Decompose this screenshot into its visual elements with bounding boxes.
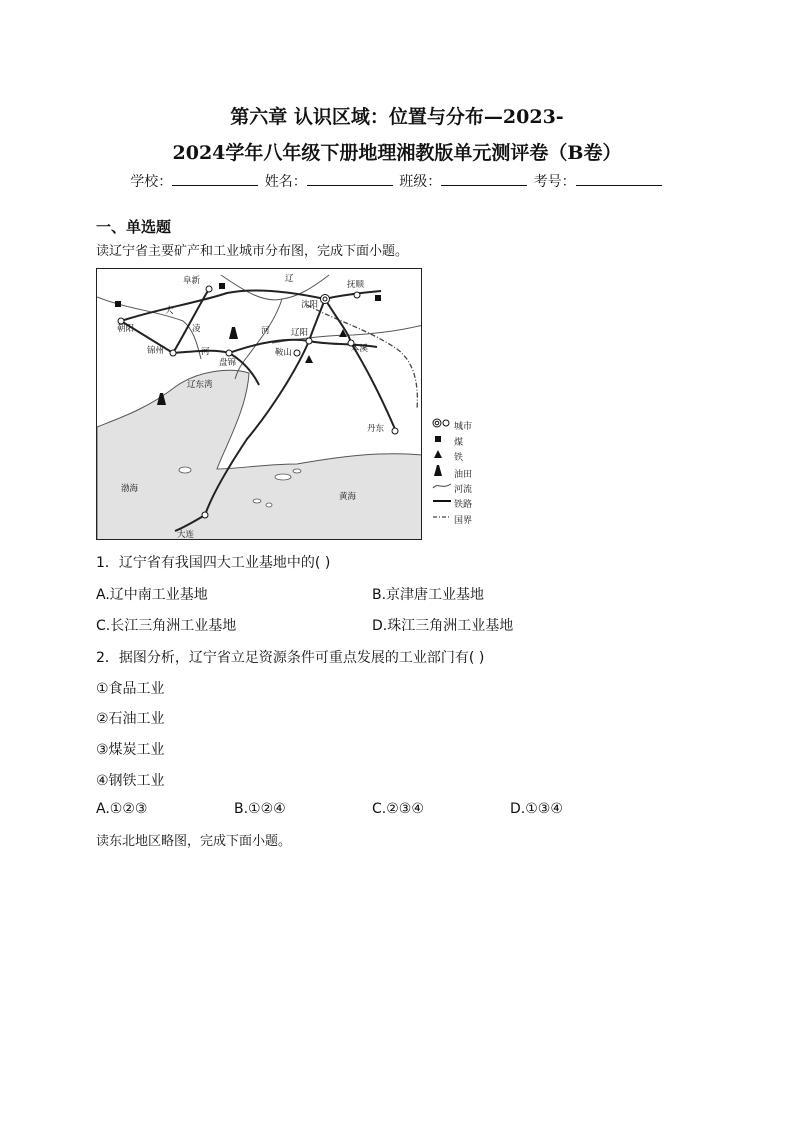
name-blank[interactable]	[307, 171, 393, 186]
coal-symbol	[115, 301, 121, 307]
q2-option-d[interactable]: D.①③④	[510, 801, 563, 817]
coal-icon	[432, 434, 452, 444]
label-ling: 凌	[192, 324, 201, 334]
label-fushun: 抚顺	[347, 280, 365, 290]
city-marker-dandong	[392, 428, 398, 434]
label-anshan: 鞍山	[275, 348, 293, 358]
label-liao: 辽	[285, 274, 294, 284]
label-liaoyang: 辽阳	[291, 328, 309, 338]
railway	[173, 289, 209, 353]
city-marker-shenyang-inner	[323, 297, 327, 301]
label-bohai: 渤海	[121, 484, 139, 494]
railway	[121, 291, 325, 321]
school-label: 学校：	[130, 174, 173, 190]
q2-item-1: ①食品工业	[96, 681, 165, 697]
legend-city-label: 城市	[454, 421, 473, 432]
label-shenyang: 沈阳	[301, 300, 319, 310]
city-marker-liaoyang	[306, 338, 312, 344]
label-he1: 河	[261, 326, 270, 336]
legend-iron	[432, 449, 512, 465]
oil-symbol	[229, 327, 238, 339]
liaoning-map	[96, 268, 422, 540]
legend-oil-label: 油田	[454, 469, 473, 480]
island	[293, 469, 301, 473]
label-da: 大	[165, 306, 174, 316]
name-label: 姓名：	[264, 174, 307, 190]
island	[179, 467, 191, 473]
legend-railway	[432, 496, 512, 512]
legend-oil	[432, 465, 512, 481]
section-title: 一、单选题	[96, 218, 172, 236]
legend-border-label: 国界	[454, 515, 473, 526]
sea-area	[97, 370, 422, 540]
exam-number-label: 考号：	[533, 174, 576, 190]
title-line-2: 2024学年八年级下册地理湘教版单元测评卷（B卷）	[172, 142, 622, 164]
city-icon	[432, 418, 452, 428]
q2-item-2: ②石油工业	[96, 711, 165, 727]
q1-option-b[interactable]: B.京津唐工业基地	[372, 587, 485, 603]
q1-option-a[interactable]: A.辽中南工业基地	[96, 587, 208, 603]
label-jinzhou: 锦州	[147, 346, 165, 356]
q2-option-c[interactable]: C.②③④	[372, 801, 424, 817]
q2-option-b[interactable]: B.①②④	[234, 801, 286, 817]
oil-field-icon	[432, 465, 452, 477]
city-marker-fushun	[354, 292, 360, 298]
legend-river-label: 河流	[454, 484, 473, 495]
student-info-fields	[0, 171, 794, 191]
island	[253, 499, 261, 503]
label-liaodongwan: 辽东湾	[187, 380, 213, 390]
q1-option-d[interactable]: D.珠江三角洲工业基地	[372, 618, 514, 634]
border-icon	[432, 512, 452, 522]
city-marker-dalian	[202, 512, 208, 518]
label-chaoyang: 朝阳	[117, 324, 135, 334]
island	[266, 503, 272, 507]
legend-iron-label: 铁	[454, 453, 464, 464]
iron-symbol	[305, 355, 313, 363]
legend-railway-label: 铁路	[454, 500, 473, 511]
river-liao-lower	[235, 299, 282, 379]
question-1-stem: 1．辽宁省有我国四大工业基地中的( )	[96, 555, 331, 571]
intro-text-2: 读东北地区略图，完成下面小题。	[96, 834, 292, 849]
q2-item-3: ③煤炭工业	[96, 742, 165, 758]
coal-symbol	[219, 283, 225, 289]
legend-coal	[432, 434, 512, 450]
label-huanghai: 黄海	[339, 492, 357, 502]
school-blank[interactable]	[172, 171, 258, 186]
city-marker-panjin	[226, 350, 232, 356]
legend-coal-label: 煤	[454, 437, 464, 448]
map-legend	[432, 418, 512, 528]
island	[275, 474, 291, 480]
exam-number-blank[interactable]	[576, 171, 662, 186]
label-dalian: 大连	[177, 530, 195, 540]
class-blank[interactable]	[441, 171, 527, 186]
city-marker-fuxin	[206, 286, 212, 292]
label-benxi: 本溪	[351, 344, 369, 354]
map-canvas	[97, 269, 422, 540]
coal-symbol	[375, 295, 381, 301]
iron-icon	[432, 449, 452, 459]
q1-option-c[interactable]: C.长江三角洲工业基地	[96, 618, 237, 634]
q2-item-4: ④钢铁工业	[96, 773, 165, 789]
label-dandong: 丹东	[367, 424, 385, 434]
railway-icon	[432, 496, 452, 506]
class-label: 班级：	[399, 174, 442, 190]
title-line-1: 第六章 认识区域：位置与分布—2023-	[230, 106, 564, 128]
label-fuxin: 阜新	[183, 276, 201, 286]
question-2-stem: 2．据图分析，辽宁省立足资源条件可重点发展的工业部门有( )	[96, 650, 485, 666]
label-panjin: 盘锦	[219, 358, 237, 368]
legend-border	[432, 512, 512, 528]
legend-river	[432, 481, 512, 497]
city-marker-anshan	[294, 350, 300, 356]
intro-text-1: 读辽宁省主要矿产和工业城市分布图，完成下面小题。	[96, 244, 409, 259]
label-he2: 河	[201, 347, 210, 357]
city-marker-jinzhou	[170, 350, 176, 356]
legend-city	[432, 418, 512, 434]
border-line	[307, 305, 417, 409]
river-icon	[432, 481, 452, 491]
q2-option-a[interactable]: A.①②③	[96, 801, 148, 817]
railway	[325, 291, 381, 299]
